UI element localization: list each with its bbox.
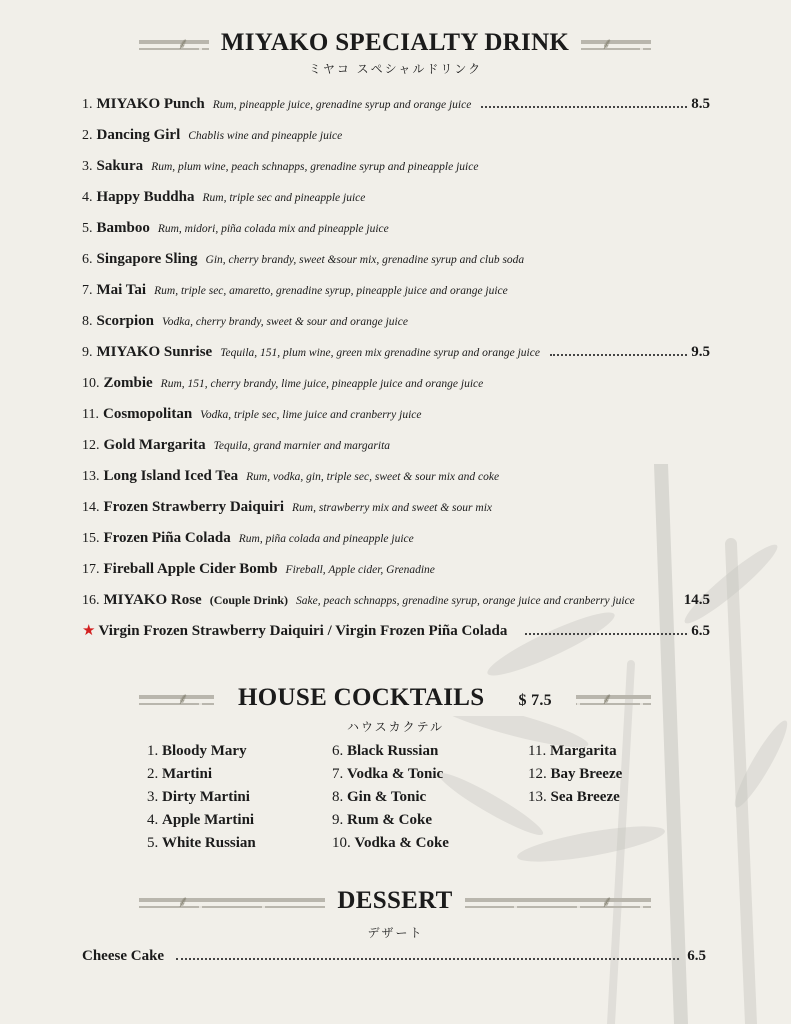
item-description: Vodka, cherry brandy, sweet & sour and orange juice — [162, 316, 408, 328]
item-name: Long Island Iced Tea — [103, 468, 239, 484]
item-number: 13. — [82, 469, 100, 484]
menu-item — [82, 557, 710, 588]
item-description: Vodka, triple sec, lime juice and cranberry juice — [200, 409, 422, 421]
item-name: Vodka & Coke — [354, 835, 449, 851]
item-number: 15. — [82, 531, 100, 546]
item-description: Tequila, grand marnier and margarita — [213, 440, 391, 452]
menu-item — [82, 123, 710, 154]
item-name: Gold Margarita — [103, 437, 206, 453]
item-description: Rum, pineapple juice, grenadine syrup and orange juice — [212, 99, 472, 111]
house-cocktail-item — [332, 786, 449, 809]
menu-item — [82, 371, 710, 402]
section-subtitle-jp: デザート — [367, 926, 424, 940]
item-name: Gin & Tonic — [347, 789, 427, 805]
house-cocktail-item — [332, 809, 449, 832]
item-name: Frozen Strawberry Daiquiri — [103, 499, 285, 515]
item-name: Cosmopolitan — [102, 406, 193, 422]
bamboo-leaf-icon: ⸙ — [177, 34, 190, 53]
item-description: Rum, triple sec and pineapple juice — [202, 192, 366, 204]
item-description: Gin, cherry brandy, sweet &sour mix, grenadine syrup and club soda — [205, 254, 525, 266]
item-description: Rum, strawberry mix and sweet & sour mix — [292, 502, 492, 514]
item-number: 10. — [332, 835, 351, 851]
house-cocktail-item — [332, 832, 449, 855]
item-description: Fireball, Apple cider, Grenadine — [285, 564, 435, 576]
item-number: 6. — [82, 252, 93, 267]
house-column-1 — [147, 740, 256, 855]
specialty-list — [82, 92, 710, 650]
item-number: 1. — [147, 743, 159, 759]
house-column-3 — [528, 740, 622, 809]
house-price: $ 7.5 — [506, 686, 564, 716]
item-number: 7. — [82, 283, 93, 298]
menu-item — [82, 309, 710, 340]
item-name: Cheese Cake — [82, 948, 165, 964]
house-header — [139, 683, 651, 723]
item-price: 14.5 — [683, 592, 710, 608]
bamboo-leaf-icon: ⸙ — [600, 34, 613, 53]
house-cocktail-item — [528, 763, 622, 786]
item-name: MIYAKO Punch — [96, 96, 205, 112]
item-price: 6.5 — [687, 948, 706, 964]
menu-item — [82, 247, 710, 278]
bamboo-leaf-icon: ⸙ — [600, 892, 613, 911]
item-description: Rum, 151, cherry brandy, lime juice, pineapple juice and orange juice — [160, 378, 484, 390]
bamboo-leaf-icon: ⸙ — [177, 892, 190, 911]
item-number: 2. — [147, 766, 159, 782]
menu-item — [82, 92, 710, 123]
leader-dots — [525, 633, 687, 635]
house-cocktail-item — [147, 763, 256, 786]
item-name: MIYAKO Rose — [103, 592, 202, 608]
section-subtitle-jp: ハウスカクテル — [346, 720, 445, 734]
item-number: 11. — [528, 743, 547, 759]
item-number: 13. — [528, 789, 547, 805]
item-name: Margarita — [549, 743, 617, 759]
item-name: Scorpion — [96, 313, 155, 329]
item-name: Rum & Coke — [347, 812, 432, 828]
bamboo-leaf-icon: ⸙ — [600, 689, 613, 708]
section-title: MIYAKO SPECIALTY DRINK — [209, 28, 581, 58]
item-number: 5. — [147, 835, 159, 851]
house-cocktail-item — [147, 740, 256, 763]
item-number: 12. — [528, 766, 547, 782]
item-number: 3. — [82, 159, 93, 174]
section-subtitle-jp: ミヤコ スペシャルドリンク — [308, 62, 483, 76]
item-number: 6. — [332, 743, 344, 759]
menu-item — [82, 185, 710, 216]
item-number: 12. — [82, 438, 100, 453]
item-name: Fireball Apple Cider Bomb — [103, 561, 278, 577]
item-note: (Couple Drink) — [209, 593, 289, 607]
menu-item — [82, 278, 710, 309]
item-description: Rum, vodka, gin, triple sec, sweet & sour mix and coke — [246, 471, 500, 483]
item-name: Singapore Sling — [96, 251, 198, 267]
item-number: 1. — [82, 97, 93, 112]
item-number: 7. — [332, 766, 344, 782]
item-name: Virgin Frozen Strawberry Daiquiri / Virgin Frozen Piña Colada — [98, 623, 508, 639]
item-number: 16. — [82, 593, 100, 608]
leader-dots — [176, 958, 679, 960]
item-name: Frozen Piña Colada — [103, 530, 231, 546]
star-icon: ★ — [82, 623, 96, 639]
item-number: 5. — [82, 221, 93, 236]
item-description: Rum, plum wine, peach schnapps, grenadine syrup and pineapple juice — [151, 161, 479, 173]
menu-item — [82, 495, 710, 526]
item-name: Dancing Girl — [96, 127, 181, 143]
item-description: Chablis wine and pineapple juice — [188, 130, 343, 142]
item-name: Bamboo — [96, 220, 150, 236]
leader-dots — [481, 106, 687, 108]
item-name: White Russian — [162, 835, 256, 851]
item-name: MIYAKO Sunrise — [96, 344, 213, 360]
house-cocktail-item — [528, 740, 622, 763]
item-name: Martini — [162, 766, 212, 782]
house-column-2 — [332, 740, 449, 855]
section-title: DESSERT — [325, 886, 464, 916]
house-cocktail-item — [147, 832, 256, 855]
item-price: 6.5 — [691, 623, 710, 639]
menu-item — [82, 216, 710, 247]
item-name: Apple Martini — [162, 812, 255, 828]
item-name: Vodka & Tonic — [347, 766, 444, 782]
menu-item — [82, 433, 710, 464]
item-number: 4. — [82, 190, 93, 205]
item-description: Rum, piña colada and pineapple juice — [238, 533, 414, 545]
menu-item — [82, 340, 710, 371]
item-name: Bloody Mary — [162, 743, 247, 759]
item-description: Tequila, 151, plum wine, green mix grenadine syrup and orange juice — [220, 347, 540, 359]
item-number: 10. — [82, 376, 100, 391]
item-number: 4. — [147, 812, 159, 828]
menu-item-virgin — [82, 619, 710, 650]
item-description: Sake, peach schnapps, grenadine syrup, orange juice and cranberry juice — [296, 595, 635, 607]
menu-item — [82, 464, 710, 495]
item-number: 17. — [82, 562, 100, 577]
menu-item — [82, 588, 710, 619]
item-description: Rum, triple sec, amaretto, grenadine syrup, pineapple juice and orange juice — [154, 285, 508, 297]
house-cocktail-item — [147, 786, 256, 809]
item-name: Zombie — [103, 375, 153, 391]
item-name: Mai Tai — [96, 282, 147, 298]
house-cocktail-item — [528, 786, 622, 809]
item-number: 9. — [332, 812, 344, 828]
dessert-header — [139, 886, 651, 926]
item-number: 9. — [82, 345, 93, 360]
item-number: 11. — [82, 407, 99, 422]
house-cocktail-item — [332, 740, 449, 763]
item-number: 14. — [82, 500, 100, 515]
item-price: 9.5 — [691, 344, 710, 360]
item-number: 3. — [147, 789, 159, 805]
item-number: 2. — [82, 128, 93, 143]
item-name: Happy Buddha — [96, 189, 195, 205]
bamboo-leaf-icon: ⸙ — [177, 689, 190, 708]
item-name: Sakura — [96, 158, 144, 174]
item-number: 8. — [332, 789, 344, 805]
section-title: HOUSE COCKTAILS — [226, 683, 496, 713]
item-name: Dirty Martini — [162, 789, 250, 805]
menu-item — [82, 526, 710, 557]
item-name: Bay Breeze — [550, 766, 623, 782]
item-name: Black Russian — [347, 743, 439, 759]
item-number: 8. — [82, 314, 93, 329]
house-cocktail-item — [147, 809, 256, 832]
menu-item — [82, 402, 710, 433]
item-price: 8.5 — [691, 96, 710, 112]
item-name: Sea Breeze — [550, 789, 620, 805]
leader-dots — [550, 354, 687, 356]
menu-item — [82, 154, 710, 185]
dessert-item — [82, 948, 706, 965]
house-cocktail-item — [332, 763, 449, 786]
item-description: Rum, midori, piña colada mix and pineapple juice — [157, 223, 389, 235]
